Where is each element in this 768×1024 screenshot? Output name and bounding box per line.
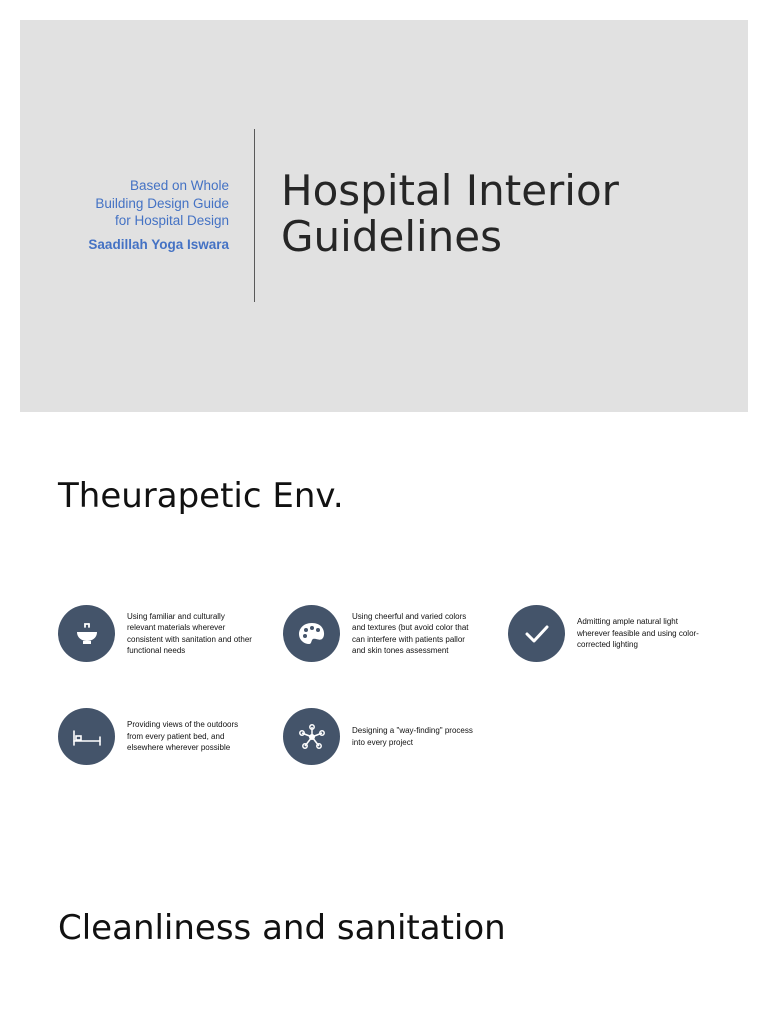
title-line: Guidelines [281,212,503,261]
network-icon [283,708,340,765]
subtitle-line: for Hospital Design [114,213,229,228]
author-name: Saadillah Yoga Iswara [88,236,229,252]
checkmark-icon [508,605,565,662]
sink-icon [58,605,115,662]
bed-icon [58,708,115,765]
list-item [283,708,477,765]
item-text: Using cheerful and varied colors and textures (but avoid color that can interfere with patients pallor and skin tones assessment [352,611,469,655]
title-line: Hospital Interior [281,166,619,215]
section-title-therapeutic: Theurapetic Env. [58,476,344,516]
palette-icon [283,605,340,662]
section-title-cleanliness: Cleanliness and sanitation [58,908,506,948]
subtitle-block [29,177,229,252]
item-text: Using familiar and culturally relevant materials wherever consistent with sanitation and other functional needs [127,611,252,655]
page-title [281,168,721,260]
item-text: Providing views of the outdoors from every patient bed, and elsewhere wherever possible [127,720,239,753]
list-item [283,605,477,662]
item-text: Designing a "way-finding" process into every project [352,726,473,747]
item-text: Admitting ample natural light wherever feasible and using color-corrected lighting [577,617,699,650]
list-item [508,605,702,662]
title-divider [254,129,255,302]
list-item [58,708,252,765]
title-slide [20,20,748,412]
subtitle-line: Building Design Guide [95,195,229,211]
list-item [58,605,252,662]
subtitle-line: Based on Whole [129,178,229,193]
